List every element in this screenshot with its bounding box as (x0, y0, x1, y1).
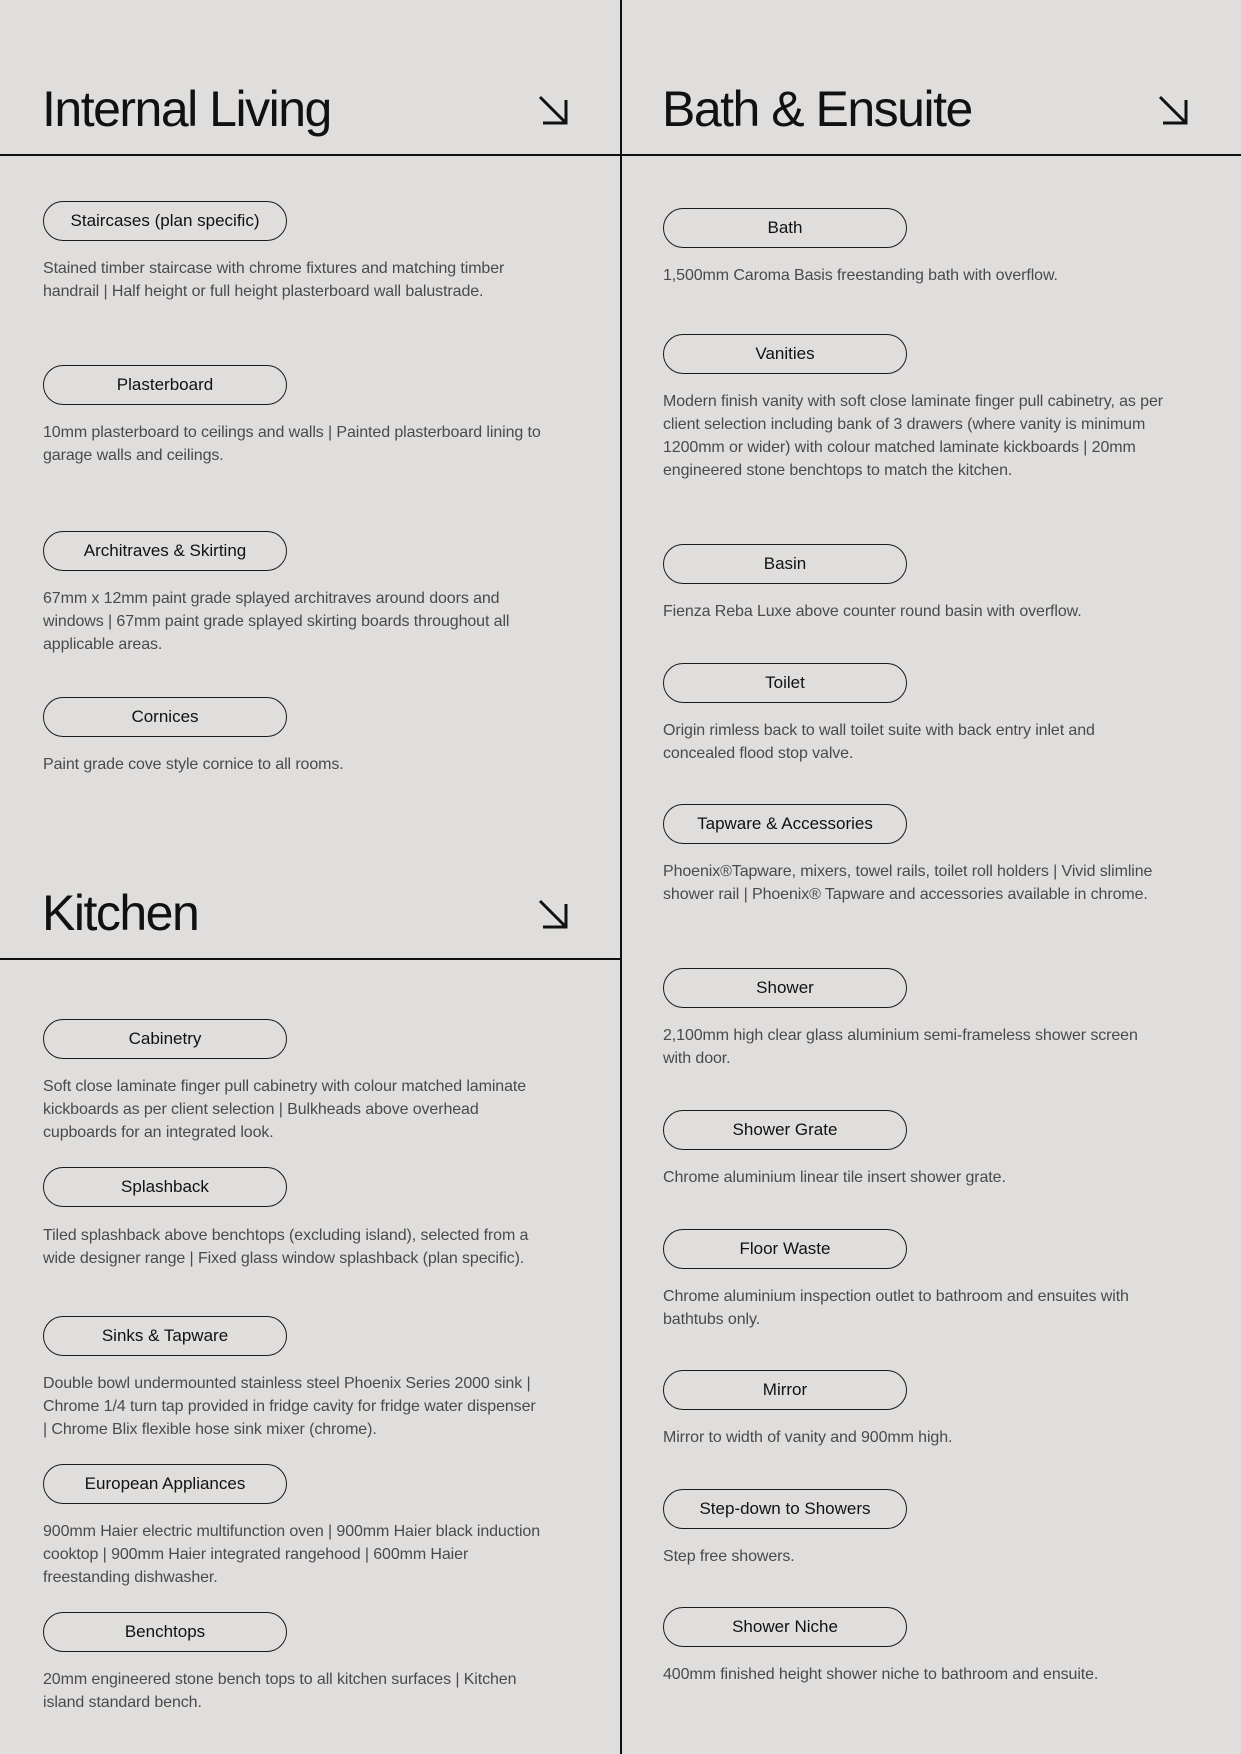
spec-label-tapware-accessories: Tapware & Accessories (663, 804, 907, 844)
spec-desc-european-appliances: 900mm Haier electric multifunction oven | 900mm Haier black induction cooktop | 900mm Haier integrated rangehood | 600mm Haier freestanding dishwasher. (43, 1523, 541, 1586)
spec-label-basin: Basin (663, 544, 907, 584)
spec-desc-shower-niche: 400mm finished height shower niche to bathroom and ensuite. (663, 1666, 1099, 1683)
section-rule (0, 958, 620, 960)
spec-label-cabinetry: Cabinetry (43, 1019, 287, 1059)
spec-desc-toilet: Origin rimless back to wall toilet suite with back entry inlet and concealed flood stop valve. (663, 722, 1095, 762)
spec-desc-plasterboard: 10mm plasterboard to ceilings and walls | Painted plasterboard lining to garage walls and ceilings. (43, 424, 541, 464)
section-title-kitchen: Kitchen (42, 885, 199, 941)
spec-desc-benchtops: 20mm engineered stone bench tops to all kitchen surfaces | Kitchen island standard bench. (43, 1671, 517, 1711)
spec-desc-architraves: 67mm x 12mm paint grade splayed architraves around doors and windows | 67mm paint grade splayed skirting boards throughout all applicable areas. (43, 590, 510, 653)
spec-label-step-down-showers: Step-down to Showers (663, 1489, 907, 1529)
section-rule (0, 154, 620, 156)
column-divider (620, 0, 622, 1754)
spec-label-bath: Bath (663, 208, 907, 248)
spec-desc-step-down-showers: Step free showers. (663, 1548, 795, 1565)
spec-label-sinks-tapware: Sinks & Tapware (43, 1316, 287, 1356)
spec-desc-vanities: Modern finish vanity with soft close laminate finger pull cabinetry, as per client selection including bank of 3 drawers (where vanity is minimum 1200mm or wider) with colour matched laminate kickboards | 20mm engineered stone benchtops to match the kitchen. (663, 393, 1164, 479)
arrow-down-right-icon (537, 898, 571, 932)
spec-desc-mirror: Mirror to width of vanity and 900mm high. (663, 1429, 953, 1446)
section-rule (622, 154, 1241, 156)
spec-desc-floor-waste: Chrome aluminium inspection outlet to bathroom and ensuites with bathtubs only. (663, 1288, 1129, 1328)
spec-label-shower-niche: Shower Niche (663, 1607, 907, 1647)
spec-label-shower: Shower (663, 968, 907, 1008)
spec-desc-cornices: Paint grade cove style cornice to all rooms. (43, 756, 344, 773)
spec-label-toilet: Toilet (663, 663, 907, 703)
spec-label-splashback: Splashback (43, 1167, 287, 1207)
spec-label-european-appliances: European Appliances (43, 1464, 287, 1504)
spec-label-architraves: Architraves & Skirting (43, 531, 287, 571)
section-title-internal-living: Internal Living (42, 81, 331, 137)
spec-desc-tapware-accessories: Phoenix®Tapware, mixers, towel rails, toilet roll holders | Vivid slimline shower rail | Phoenix® Tapware and accessories available in chrome. (663, 863, 1153, 903)
spec-desc-cabinetry: Soft close laminate finger pull cabinetry with colour matched laminate kickboards as per client selection | Bulkheads above overhead cupboards for an integrated look. (43, 1078, 527, 1141)
spec-desc-staircases: Stained timber staircase with chrome fixtures and matching timber handrail | Half height or full height plasterboard wall balustrade. (43, 260, 505, 300)
arrow-down-right-icon (1157, 94, 1191, 128)
spec-label-staircases: Staircases (plan specific) (43, 201, 287, 241)
spec-label-cornices: Cornices (43, 697, 287, 737)
spec-desc-shower: 2,100mm high clear glass aluminium semi-frameless shower screen with door. (663, 1027, 1138, 1067)
arrow-down-right-icon (537, 94, 571, 128)
spec-label-benchtops: Benchtops (43, 1612, 287, 1652)
spec-desc-basin: Fienza Reba Luxe above counter round basin with overflow. (663, 603, 1082, 620)
spec-label-floor-waste: Floor Waste (663, 1229, 907, 1269)
spec-label-shower-grate: Shower Grate (663, 1110, 907, 1150)
spec-label-mirror: Mirror (663, 1370, 907, 1410)
spec-desc-shower-grate: Chrome aluminium linear tile insert shower grate. (663, 1169, 1006, 1186)
spec-desc-sinks-tapware: Double bowl undermounted stainless steel Phoenix Series 2000 sink | Chrome 1/4 turn tap provided in fridge cavity for fridge water dispenser | Chrome Blix flexible hose sink mixer (chrome). (43, 1375, 536, 1438)
spec-label-vanities: Vanities (663, 334, 907, 374)
section-title-bath-ensuite: Bath & Ensuite (662, 81, 972, 137)
spec-desc-splashback: Tiled splashback above benchtops (excluding island), selected from a wide designer range | Fixed glass window splashback (plan specific). (43, 1227, 529, 1267)
spec-label-plasterboard: Plasterboard (43, 365, 287, 405)
spec-desc-bath: 1,500mm Caroma Basis freestanding bath with overflow. (663, 267, 1058, 284)
